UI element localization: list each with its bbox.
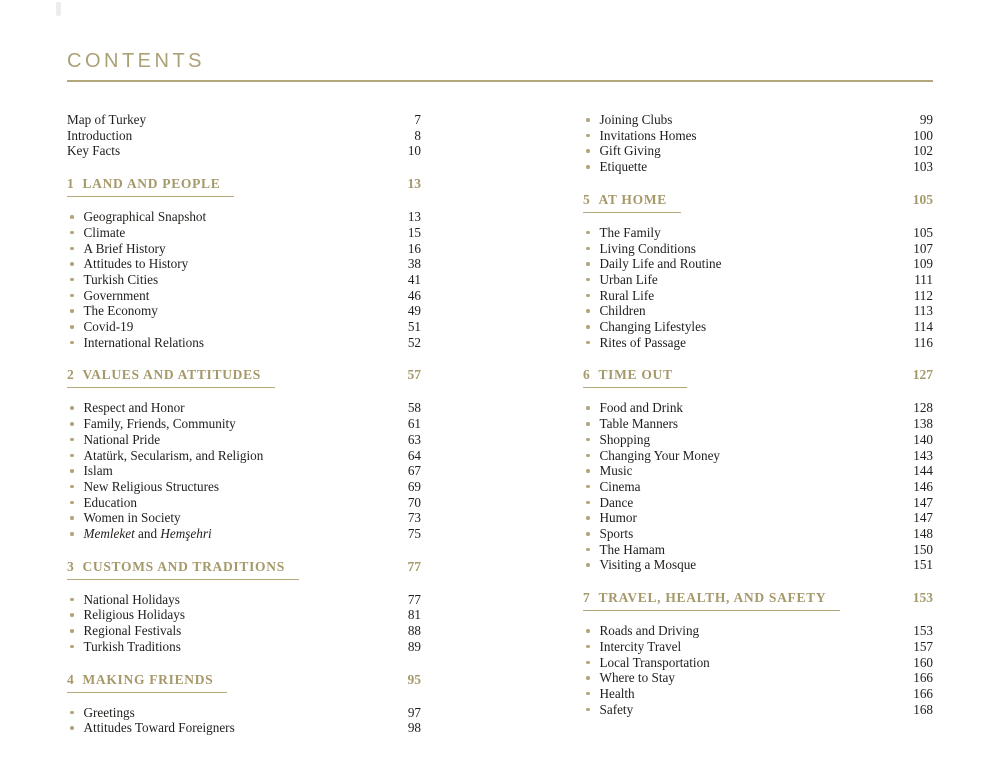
toc-entry <box>67 400 421 416</box>
toc-section-title: 1 LAND AND PEOPLE <box>67 175 234 197</box>
toc-section-page: 77 <box>407 558 421 574</box>
toc-entry-label: Turkish Cities <box>83 271 159 287</box>
bullet-icon <box>586 165 590 169</box>
bullet-icon <box>586 708 590 712</box>
toc-section-title: 6 TIME OUT <box>583 366 687 388</box>
toc-entry-label: Music <box>599 463 633 479</box>
toc-entry-label: Climate <box>83 224 126 240</box>
toc-entry <box>583 288 933 304</box>
toc-entry <box>67 607 421 623</box>
toc-entry-label: National Holidays <box>83 591 180 607</box>
bullet-icon <box>586 661 590 665</box>
bullet-icon <box>70 215 74 219</box>
toc-entry-page: 146 <box>913 478 933 494</box>
toc-entry-page: 49 <box>407 303 421 319</box>
toc-entry-label: Rural Life <box>599 287 655 303</box>
toc-entry-page: 147 <box>913 510 933 526</box>
bullet-icon <box>70 613 74 617</box>
toc-entry <box>67 623 421 639</box>
bullet-icon <box>586 118 590 122</box>
toc-entry-page: 58 <box>407 400 421 416</box>
toc-entry <box>583 128 933 144</box>
toc-entry-label: Greetings <box>83 704 135 720</box>
toc-entry-page: 88 <box>407 623 421 639</box>
toc-entry <box>583 686 933 702</box>
toc-entry-page: 7 <box>414 112 421 127</box>
toc-entry <box>583 479 933 495</box>
bullet-icon <box>70 645 74 649</box>
toc-entry <box>67 720 421 736</box>
toc-entry-page: 153 <box>913 623 933 639</box>
toc-entry <box>67 303 421 319</box>
bullet-icon <box>586 325 590 329</box>
toc-entry-page: 105 <box>913 224 933 240</box>
toc-entry <box>67 432 421 448</box>
toc-section-title: 5 AT HOME <box>583 191 681 213</box>
toc-entry-label: Covid-19 <box>83 319 134 335</box>
title-rule <box>67 80 933 82</box>
toc-section-heading <box>67 175 421 197</box>
toc-entry-label: International Relations <box>83 334 204 350</box>
toc-section-number: 4 <box>67 671 75 687</box>
toc-entry-label-part: and <box>134 526 161 542</box>
toc-entry-label: Changing Your Money <box>599 447 721 463</box>
toc-section-heading <box>583 366 933 388</box>
toc-section-page: 153 <box>912 590 933 606</box>
toc-section-page: 105 <box>912 191 933 207</box>
toc-entry-page: 51 <box>407 319 421 335</box>
toc-entry-label: Visiting a Mosque <box>599 557 697 573</box>
toc-entry <box>583 303 933 319</box>
bullet-icon <box>586 563 590 567</box>
toc-entry-page: 70 <box>407 494 421 510</box>
toc-entry-page: 99 <box>919 112 933 127</box>
toc-section-number: 1 <box>67 176 75 192</box>
toc-entry-label: Safety <box>599 701 634 717</box>
toc-entry <box>583 112 933 128</box>
toc-entry-page: 64 <box>407 447 421 463</box>
toc-entry-page: 63 <box>407 431 421 447</box>
toc-entry <box>67 495 421 511</box>
toc-entry <box>583 463 933 479</box>
bullet-icon <box>586 629 590 633</box>
toc-entry-page: 41 <box>407 271 421 287</box>
bullet-icon <box>586 231 590 235</box>
toc-entry <box>67 241 421 257</box>
toc-section-page: 95 <box>407 671 421 687</box>
toc-entry-page: 116 <box>913 334 933 350</box>
toc-entry-page: 81 <box>407 607 421 623</box>
toc-entry-page: 107 <box>913 240 933 256</box>
toc-entry-page: 98 <box>407 720 421 736</box>
toc-entry <box>67 256 421 272</box>
toc-entry <box>583 623 933 639</box>
toc-entry-label: Etiquette <box>599 159 648 175</box>
bullet-icon <box>586 676 590 680</box>
toc-section-number: 5 <box>583 191 591 207</box>
toc-section-title: 3 CUSTOMS AND TRADITIONS <box>67 558 299 580</box>
toc-entry-label: Joining Clubs <box>599 112 673 127</box>
toc-entry <box>67 319 421 335</box>
bullet-icon <box>70 294 74 298</box>
toc-section-title: 2 VALUES AND ATTITUDES <box>67 366 275 388</box>
toc-entry-page: 97 <box>407 704 421 720</box>
toc-entry <box>583 542 933 558</box>
toc-entry-label: Gift Giving <box>599 143 661 159</box>
page-title: CONTENTS <box>67 50 205 72</box>
toc-entry-page: 13 <box>407 209 421 225</box>
bullet-icon <box>586 516 590 520</box>
toc-entry <box>583 495 933 511</box>
bullet-icon <box>586 438 590 442</box>
toc-section-number: 3 <box>67 558 75 574</box>
toc-entry-label: Islam <box>83 463 113 479</box>
bullet-icon <box>586 294 590 298</box>
toc-entry-page: 166 <box>913 670 933 686</box>
toc-entry-page: 147 <box>913 494 933 510</box>
toc-entry-label: Rites of Passage <box>599 334 686 350</box>
toc-entry-label: Where to Stay <box>599 670 675 686</box>
toc-entry-label: Roads and Driving <box>599 623 700 639</box>
toc-entry-label: The Hamam <box>599 541 666 557</box>
toc-section-heading <box>583 589 933 611</box>
toc-entry-label: Atatürk, Secularism, and Religion <box>83 447 264 463</box>
bullet-icon <box>586 149 590 153</box>
toc-entry-label <box>84 526 212 542</box>
toc-entry <box>583 557 933 573</box>
toc-entry <box>67 128 421 144</box>
toc-entry-page: 46 <box>407 287 421 303</box>
bullet-icon <box>586 454 590 458</box>
bullet-icon <box>70 454 74 458</box>
toc-entry-label: Changing Lifestyles <box>599 319 707 335</box>
toc-entry-label: A Brief History <box>83 240 166 256</box>
bullet-icon <box>70 598 74 602</box>
toc-entry-page: 160 <box>913 654 933 670</box>
toc-entry-page: 103 <box>913 159 933 175</box>
toc-entry-label: New Religious Structures <box>83 478 220 494</box>
toc-entry <box>67 335 421 351</box>
bullet-icon <box>586 422 590 426</box>
toc-entry-label: Food and Drink <box>599 400 684 416</box>
toc-entry-label: Intercity Travel <box>599 638 682 654</box>
toc-entry-label-part: Memleket <box>83 526 135 542</box>
toc-entry <box>67 143 421 159</box>
toc-entry-page: 168 <box>913 701 933 717</box>
bullet-icon <box>70 469 74 473</box>
toc-entry-label: Shopping <box>599 431 651 447</box>
toc-entry-page: 140 <box>913 431 933 447</box>
bullet-icon <box>70 231 74 235</box>
toc-entry <box>583 319 933 335</box>
toc-columns <box>67 112 933 736</box>
bullet-icon <box>70 262 74 266</box>
toc-entry-page: 89 <box>407 638 421 654</box>
page-header <box>67 50 933 82</box>
toc-entry <box>583 702 933 718</box>
bullet-icon <box>70 726 74 730</box>
toc-entry <box>583 256 933 272</box>
toc-entry <box>67 112 421 128</box>
toc-entry <box>583 655 933 671</box>
toc-entry <box>67 416 421 432</box>
toc-entry <box>67 592 421 608</box>
toc-entry-page: 10 <box>407 143 421 159</box>
toc-entry <box>583 526 933 542</box>
bullet-icon <box>586 485 590 489</box>
toc-entry-page: 144 <box>913 463 933 479</box>
toc-entry-page: 114 <box>913 319 933 335</box>
toc-entry-page: 77 <box>407 591 421 607</box>
toc-section-heading <box>583 191 933 213</box>
toc-entry-label: Dance <box>599 494 634 510</box>
toc-section-title: 7 TRAVEL, HEALTH, AND SAFETY <box>583 589 840 611</box>
toc-entry-page: 157 <box>913 638 933 654</box>
toc-entry-label: Sports <box>599 526 634 542</box>
toc-entry <box>67 705 421 721</box>
toc-entry <box>67 209 421 225</box>
toc-entry-label: Invitations Homes <box>599 127 697 143</box>
toc-entry-page: 69 <box>407 478 421 494</box>
bullet-icon <box>586 532 590 536</box>
toc-entry-label: Table Manners <box>599 416 679 432</box>
toc-entry-label: Respect and Honor <box>83 400 185 416</box>
bullet-icon <box>70 422 74 426</box>
bullet-icon <box>586 645 590 649</box>
scan-artifact <box>56 2 61 16</box>
toc-section-number: 7 <box>583 590 591 606</box>
bullet-icon <box>586 134 590 138</box>
bullet-icon <box>70 325 74 329</box>
bullet-icon <box>70 516 74 520</box>
toc-entry-page: 16 <box>407 240 421 256</box>
toc-entry-page: 52 <box>407 334 421 350</box>
toc-entry <box>583 432 933 448</box>
toc-section-title: 4 MAKING FRIENDS <box>67 671 227 693</box>
toc-entry-label: Cinema <box>599 478 641 494</box>
bullet-icon <box>586 501 590 505</box>
toc-entry-label-part: Hemşehri <box>160 526 212 542</box>
bullet-icon <box>586 469 590 473</box>
toc-entry <box>67 463 421 479</box>
toc-entry-page: 8 <box>414 127 421 143</box>
toc-entry <box>583 241 933 257</box>
toc-entry-page: 109 <box>913 256 933 272</box>
bullet-icon <box>70 711 74 715</box>
toc-entry-page: 67 <box>407 463 421 479</box>
bullet-icon <box>586 406 590 410</box>
toc-entry-label: Family, Friends, Community <box>83 416 236 432</box>
toc-entry-page: 73 <box>407 510 421 526</box>
bullet-icon <box>70 309 74 313</box>
toc-entry <box>583 448 933 464</box>
toc-entry <box>67 510 421 526</box>
toc-entry-page: 143 <box>913 447 933 463</box>
toc-entry <box>583 510 933 526</box>
toc-entry <box>583 143 933 159</box>
toc-entry-label: Humor <box>599 510 637 526</box>
toc-entry-page: 166 <box>913 685 933 701</box>
toc-entry-label: Geographical Snapshot <box>83 209 207 225</box>
toc-entry <box>583 159 933 175</box>
bullet-icon <box>70 629 74 633</box>
toc-entry-page: 75 <box>407 526 421 542</box>
toc-entry-label: Regional Festivals <box>83 623 182 639</box>
bullet-icon <box>70 438 74 442</box>
toc-entry <box>67 288 421 304</box>
toc-section-page: 13 <box>407 176 421 192</box>
bullet-icon <box>586 278 590 282</box>
toc-section-heading <box>67 558 421 580</box>
toc-entry <box>67 225 421 241</box>
toc-entry <box>583 670 933 686</box>
toc-entry-page: 113 <box>913 303 933 319</box>
toc-entry-label: Urban Life <box>599 271 658 287</box>
toc-entry-label: The Economy <box>83 303 158 319</box>
toc-column-left <box>67 112 421 736</box>
toc-entry <box>583 400 933 416</box>
bullet-icon <box>70 501 74 505</box>
toc-entry <box>583 639 933 655</box>
toc-entry <box>583 225 933 241</box>
toc-column-right <box>583 112 933 736</box>
toc-entry-page: 148 <box>913 526 933 542</box>
toc-entry-label: The Family <box>599 224 661 240</box>
bullet-icon <box>70 247 74 251</box>
toc-entry-label: National Pride <box>83 431 161 447</box>
toc-entry-page: 128 <box>913 400 933 416</box>
toc-section-number: 2 <box>67 367 75 383</box>
toc-entry-label: Daily Life and Routine <box>599 256 722 272</box>
toc-entry-page: 112 <box>913 287 933 303</box>
bullet-icon <box>586 548 590 552</box>
toc-entry <box>67 526 421 542</box>
toc-entry-label: Turkish Traditions <box>83 638 181 654</box>
toc-section-page: 127 <box>912 367 933 383</box>
toc-entry-label: Government <box>83 287 150 303</box>
bullet-icon <box>70 485 74 489</box>
toc-entry-page: 138 <box>913 416 933 432</box>
toc-entry-label: Women in Society <box>83 510 181 526</box>
toc-entry-page: 102 <box>913 143 933 159</box>
toc-entry <box>67 448 421 464</box>
bullet-icon <box>586 262 590 266</box>
toc-entry-page: 61 <box>407 416 421 432</box>
toc-entry-label: Religious Holidays <box>83 607 185 623</box>
toc-section-heading <box>67 671 421 693</box>
bullet-icon <box>586 309 590 313</box>
toc-entry <box>583 416 933 432</box>
toc-entry-label: Introduction <box>67 127 133 143</box>
bullet-icon <box>70 532 74 536</box>
toc-entry <box>67 479 421 495</box>
toc-entry-page: 151 <box>913 557 933 573</box>
toc-entry-page: 111 <box>914 271 933 287</box>
toc-entry <box>67 272 421 288</box>
bullet-icon <box>586 692 590 696</box>
toc-entry <box>67 639 421 655</box>
bullet-icon <box>586 247 590 251</box>
toc-entry <box>583 272 933 288</box>
toc-entry-label: Key Facts <box>67 143 121 159</box>
toc-entry-label: Health <box>599 685 635 701</box>
bullet-icon <box>70 341 74 345</box>
bullet-icon <box>586 341 590 345</box>
toc-entry-page: 100 <box>913 127 933 143</box>
toc-entry-label: Education <box>83 494 137 510</box>
toc-entry-label: Living Conditions <box>599 240 696 256</box>
toc-entry <box>583 335 933 351</box>
toc-section-heading <box>67 366 421 388</box>
toc-entry-label: Attitudes to History <box>83 256 189 272</box>
toc-entry-label: Local Transportation <box>599 654 710 670</box>
bullet-icon <box>70 406 74 410</box>
toc-entry-label: Children <box>599 303 646 319</box>
toc-entry-page: 38 <box>407 256 421 272</box>
toc-entry-label: Attitudes Toward Foreigners <box>83 720 235 736</box>
bullet-icon <box>70 278 74 282</box>
toc-entry-page: 150 <box>913 541 933 557</box>
toc-entry-label: Map of Turkey <box>67 112 147 127</box>
toc-section-number: 6 <box>583 367 591 383</box>
toc-entry-page: 15 <box>407 224 421 240</box>
toc-section-page: 57 <box>407 367 421 383</box>
